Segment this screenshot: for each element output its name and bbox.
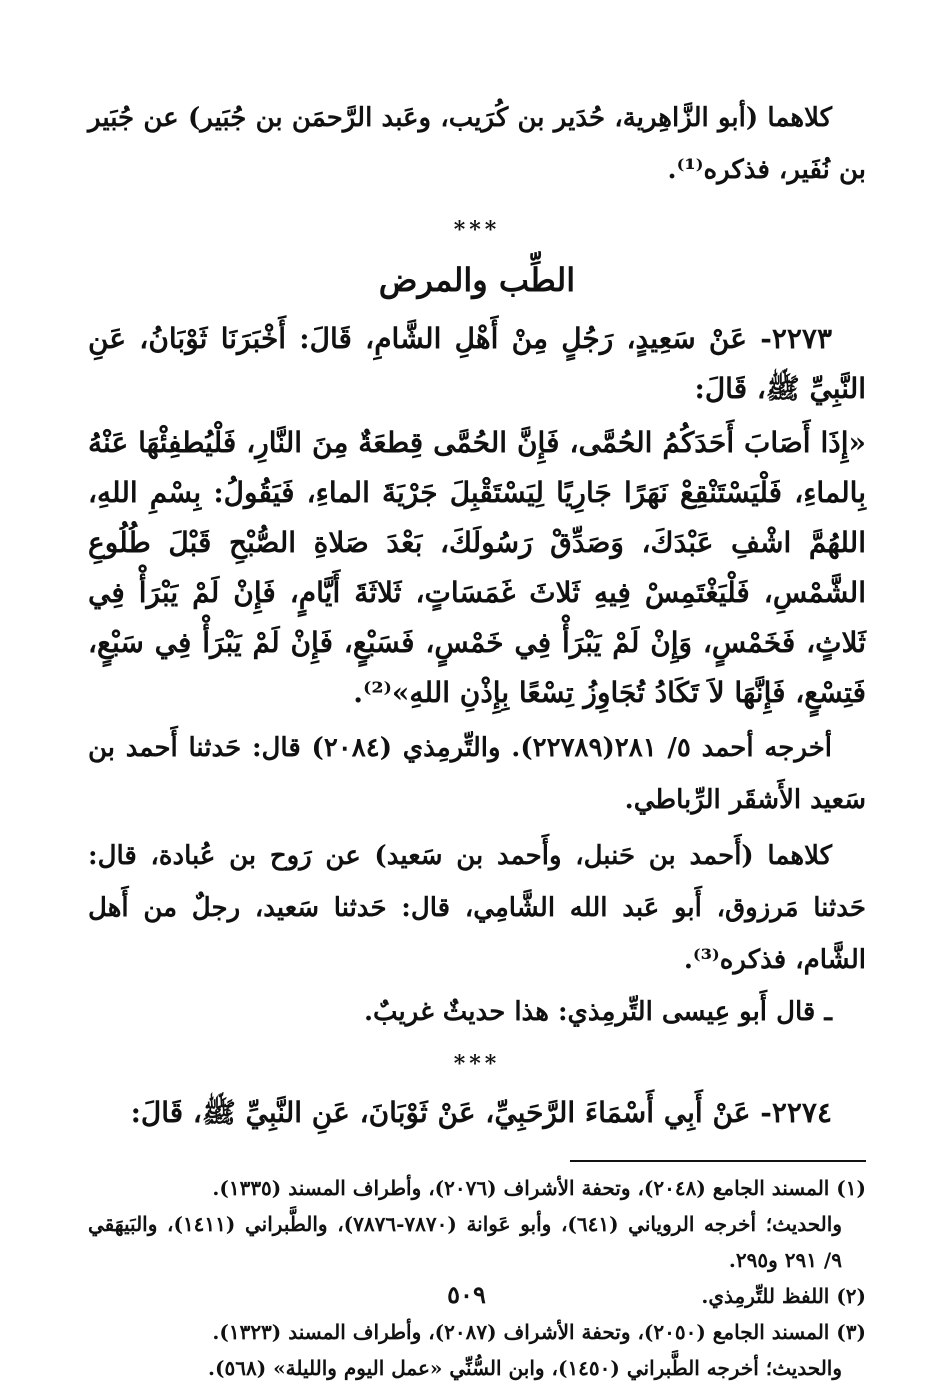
hadith-2273-comment: ـ قال أَبو عِيسى التِّرمِذي: هذا حديثٌ غريبٌ. bbox=[363, 997, 832, 1027]
separator-stars-2: *** bbox=[453, 1051, 501, 1077]
document-page bbox=[88, 92, 866, 1386]
intro-paragraph: كلاهما (أبو الزَّاهِرية، حُدَير بن كُرَيب، وعَبد الرَّحمَن بن جُبَير) عن جُبَير بن نُفَير، فذكره⁽¹⁾. bbox=[88, 103, 866, 185]
section-title: الطِّب والمرض bbox=[378, 261, 576, 299]
hadith-2273-isnad: ٢٢٧٣- عَنْ سَعِيدٍ، رَجُلٍ مِنْ أَهْلِ الشَّامِ، قَالَ: أَخْبَرَنَا ثَوْبَانُ، عَنِ النَّبِيِّ ﷺ، قَالَ: bbox=[88, 322, 866, 405]
separator-stars: *** bbox=[453, 217, 501, 243]
footnote-3-continuation: والحديث؛ أخرجه الطَّبراني (١٤٥٠)، وابن السُّنِّي «عمل اليوم والليلة» (٥٦٨). bbox=[208, 1356, 842, 1380]
hadith-2273-takhrij: أخرجه أحمد ٥/ ٢٨١(٢٢٧٨٩). والتِّرمِذي (٢٠٨٤) قال: حَدثنا أَحمد بن سَعيد الأَشقَر الرِّباطي. bbox=[88, 733, 866, 815]
footnote-separator bbox=[570, 1160, 866, 1162]
footnotes bbox=[88, 1170, 866, 1386]
footnote-1: (١) المسند الجامع (٢٠٤٨)، وتحفة الأشراف (٢٠٧٦)، وأطراف المسند (١٣٣٥). bbox=[212, 1176, 866, 1200]
hadith-2273-matn: «إِذَا أَصَابَ أَحَدَكُمُ الحُمَّى، فَإِنَّ الحُمَّى قِطعَةٌ مِنَ النَّارِ، فَلْيُطفِئْهَا عَنْهُ بِالماءِ، فَلْيَسْتَنْقِعْ نَهَرًا جَارِيًا لِيَسْتَقْبِلَ جَرْيَةَ الماءِ، فَيَقُولُ: بِسْمِ اللهِ، اللهُمَّ اشْفِ عَبْدَكَ، وَصَدِّقْ رَسُولَكَ، بَعْدَ صَلاةِ الصُّبْحِ قَبْلَ طُلُوعِ الشَّمْسِ، فَلْيَغْتَمِسْ فِيهِ ثَلاثَ غَمَسَاتٍ، ثَلاثَةَ أَيَّامٍ، فَإِنْ لَمْ يَبْرَأْ فِي ثَلاثٍ، فَخَمْسٍ، وَإِنْ لَمْ يَبْرَأْ فِي خَمْسٍ، فَسَبْعٍ، فَإِنْ لَمْ يَبْرَأْ فِي سَبْعٍ، فَتِسْعٍ، فَإِنَّهَا لاَ تَكَادُ تُجَاوِزُ تِسْعًا بِإِذْنِ اللهِ»⁽²⁾. bbox=[88, 426, 866, 709]
hadith-2273-chain: كلاهما (أَحمد بن حَنبل، وأَحمد بن سَعيد) عن رَوح بن عُبادة، قال: حَدثنا مَرزوق، أَبو عَبد الله الشَّامِي، قال: حَدثنا سَعيد، رجلٌ من أَهل الشَّام، فذكره⁽³⁾. bbox=[88, 841, 866, 975]
footnote-1-continuation: والحديث؛ أخرجه الروياني (٦٤١)، وأبو عَوانة (٧٨٧٠-٧٨٧٦)، والطَّبراني (١٤١١)، والبَيهَقي ٩/ ٢٩١ و٢٩٥. bbox=[88, 1212, 842, 1272]
hadith-2274-isnad: ٢٢٧٤- عَنْ أَبِي أَسْمَاءَ الرَّحَبِيِّ، عَنْ ثَوْبَانَ، عَنِ النَّبِيِّ ﷺ، قَالَ: bbox=[130, 1096, 832, 1129]
footnote-3: (٣) المسند الجامع (٢٠٥٠)، وتحفة الأشراف (٢٠٨٧)، وأطراف المسند (١٣٢٣). bbox=[212, 1320, 866, 1344]
footnote-2: (٢) اللفظ للتِّرمِذي. bbox=[701, 1284, 866, 1308]
page-number: ٥٠٩ bbox=[447, 1280, 486, 1309]
